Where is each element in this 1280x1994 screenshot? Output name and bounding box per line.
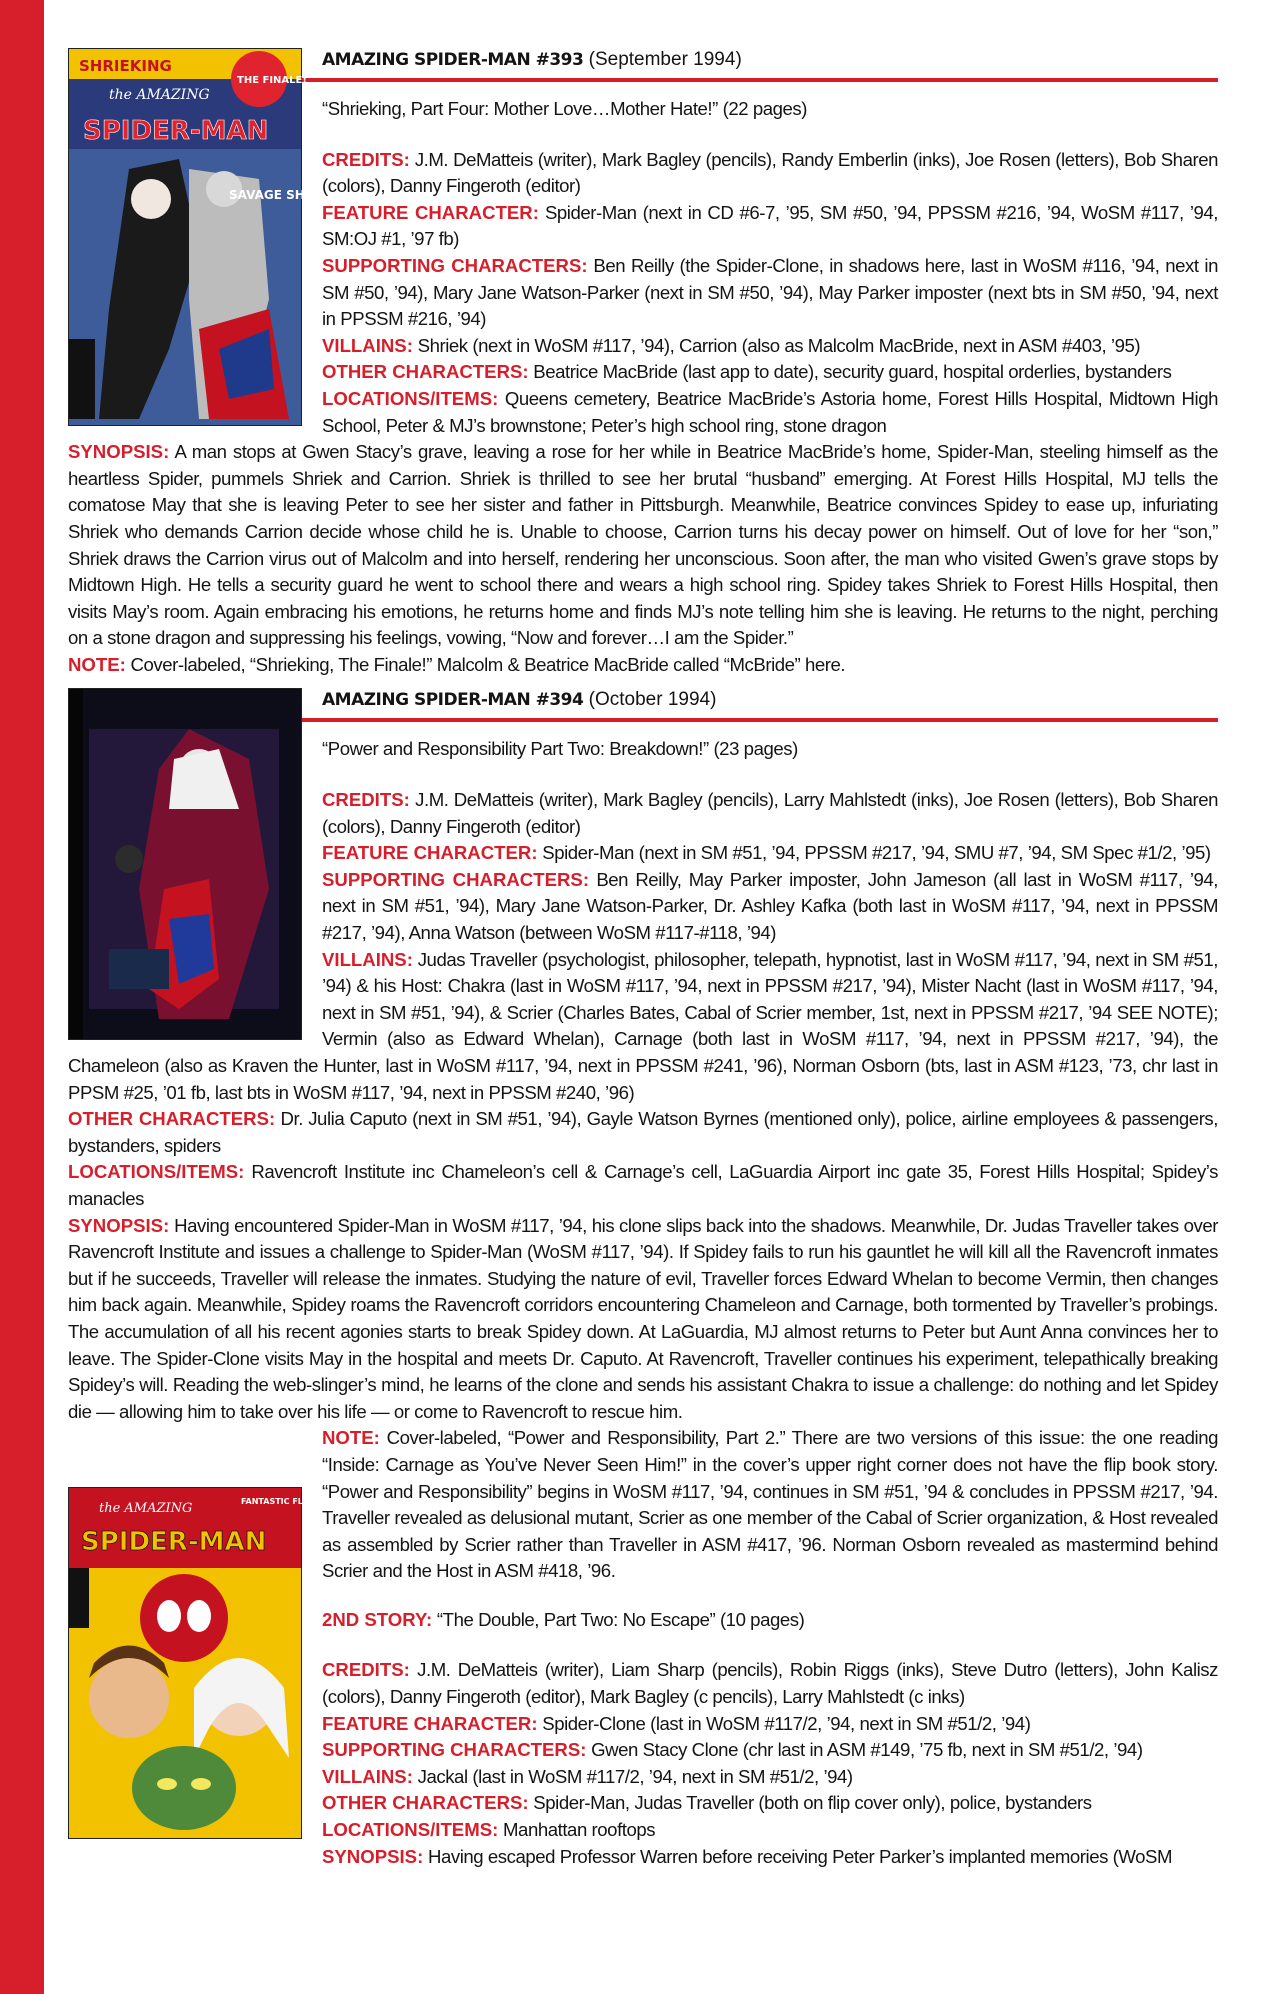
entry-asm-394: [68, 688, 1218, 1870]
issue-title: AMAZING SPIDER-MAN #393: [322, 50, 584, 70]
red-margin-bar: [0, 0, 44, 1994]
issue-title: AMAZING SPIDER-MAN #394: [322, 690, 584, 711]
story-title: “Power and Responsibility Part Two: Breakdown!” (23 pages): [322, 738, 798, 760]
cover-the-amazing-text: the AMAZING: [99, 1501, 193, 1517]
second-story-title: 2ND STORY: “The Double, Part Two: No Escape” (10 pages): [322, 1608, 805, 1630]
field-synopsis-2: SYNOPSIS: Having escaped Professor Warren before receiving Peter Parker’s implanted memories (WoSM: [322, 1845, 1173, 1867]
entry-asm-393: [68, 48, 1218, 678]
field-credits: CREDITS: J.M. DeMatteis (writer), Mark Bagley (pencils), Randy Emberlin (inks), Joe Rosen (letters), Bob Sharen (colors), Danny Fingeroth (editor): [322, 148, 1218, 197]
field-other-characters: OTHER CHARACTERS: Beatrice MacBride (last app to date), security guard, hospital orderlies, bystanders: [322, 361, 1172, 383]
cover-title-text: SPIDER-MAN: [81, 1527, 267, 1558]
field-other-characters: OTHER CHARACTERS: Dr. Julia Caputo (next in SM #51, ’94), Gayle Watson Byrnes (mentioned only), police, airline employees & passengers, bystanders, spiders: [68, 1108, 1218, 1156]
field-locations-items-2: LOCATIONS/ITEMS: Manhattan rooftops: [322, 1819, 656, 1841]
field-note: NOTE: Cover-labeled, “Power and Responsibility, Part 2.” There are two versions of this issue: the one reading “Inside: Carnage as You’ve Never Seen Him!” in the cover’s upper right corner does not have the flip book story. “Power and Responsibility” begins in WoSM #117, ’94, continues in SM #51, ’94 & concludes in PPSSM #217, ’94. Traveller revealed as delusional mutant, Scrier as one member of the Cabal of Scrier organization, & Host revealed as assembled by Scrier rather than Traveller in ASM #417, ’96. Norman Osborn revealed as mastermind behind Scrier and the Host in ASM #418, ’96.: [322, 1427, 1218, 1582]
field-locations-items: LOCATIONS/ITEMS: Ravencroft Institute inc Chameleon’s cell & Carnage’s cell, LaGuardia Airport inc gate 35, Forest Hills Hospital; Spidey’s manacles: [68, 1161, 1218, 1209]
field-synopsis: SYNOPSIS: Having encountered Spider-Man in WoSM #117, ’94, his clone slips back into the shadows. Meanwhile, Dr. Judas Traveller takes over Ravencroft Institute and issues a challenge to Spider-Man (WoSM #117, ’94). If Spidey fails to run his gauntlet he will kill all the Ravencroft inmates but if he succeeds, Traveller will release the inmates. Studying the nature of evil, Traveller forces Edward Whelan to become Vermin, then changes him back again. Meanwhile, Spidey roams the Ravencroft corridors encountering Chameleon and Carnage, both tormented by Traveller’s probings. The accumulation of all his recent agonies starts to break Spidey down. At LaGuardia, MJ almost returns to Peter but Aunt Anna convinces her to leave. The Spider-Clone visits May in the hospital and meets Dr. Caputo. At Ravencroft, Traveller continues his experiment, telepathically breaking Spidey’s will. Reading the web-slinger’s mind, he learns of the clone and sends his assistant Chakra to issue a challenge: do nothing and let Spidey die — allowing him to take over his life — or come to Ravencroft to rescue him.: [68, 1214, 1218, 1422]
issue-date: (September 1994): [588, 49, 742, 70]
cover-finale-text: THE FINALE!: [237, 75, 307, 86]
cover-image-flip-book: [68, 1487, 341, 1839]
issue-date: (October 1994): [588, 689, 717, 711]
field-synopsis: SYNOPSIS: A man stops at Gwen Stacy’s grave, leaving a rose for her while in Beatrice MacBride’s home, Spider-Man, steeling himself as the heartless Spider, pummels Shriek and Carrion. Shriek is thrilled to see her brutal “husband” emerging. At Forest Hills Hospital, MJ tells the comatose May that she is leaving Peter to see her sister and father in Pittsburgh. Meanwhile, Beatrice convinces Spidey to ease up, infuriating Shriek who demands Carrion decide whose child he is. Unable to choose, Carrion turns his decay power on himself. Out of love for her “son,” Shriek draws the Carrion virus out of Malcolm and into herself, rendering her unconscious. Soon after, the man who visited Gwen’s grave stops by Midtown High. He tells a security guard he went to school there and wears a high school ring. Spidey takes Shriek to Forest Hills Hospital, then visits May’s room. Again embracing his emotions, he returns home and finds MJ’s note telling him she is leaving. He returns to the night, perching on a stone dragon and suppressing his feelings, vowing, “Now and forever…I am the Spider.”: [68, 441, 1218, 649]
field-feature-character: FEATURE CHARACTER: Spider-Man (next in CD #6-7, ’95, SM #50, ’94, PPSSM #216, ’94, WoSM #117, ’94, SM:OJ #1, ’97 fb): [322, 201, 1218, 250]
cover-title-text: SPIDER-MAN: [83, 116, 269, 146]
field-locations-items: LOCATIONS/ITEMS: Queens cemetery, Beatrice MacBride’s Astoria home, Forest Hills Hospital, Midtown High School, Peter & MJ’s brownstone; Peter’s high school ring, stone dragon: [322, 387, 1218, 436]
cover-flip-text: FANTASTIC FLIP BOOK: [241, 1497, 341, 1507]
field-feature-character-2: FEATURE CHARACTER: Spider-Clone (last in WoSM #117/2, ’94, next in SM #51/2, ’94): [322, 1712, 1031, 1734]
field-supporting-characters: SUPPORTING CHARACTERS: Ben Reilly (the Spider-Clone, in shadows here, last in WoSM #116, ’94, next in SM #50, ’94), Mary Jane Watson-Parker (next in SM #50, ’94), May Parker imposter (next bts in SM #50, ’94, next in PPSSM #216, ’94): [322, 254, 1219, 330]
cover-the-amazing-text: the AMAZING: [109, 87, 210, 103]
field-villains: VILLAINS: Judas Traveller (psychologist, philosopher, telepath, hypnotist, last in WoSM #117, ’94, next in SM #51, ’94) & his Host: Chakra (last in WoSM #117, ’94, next in PPSSM #217, ’94), Mister Nacht (last in WoSM #117, ’94, next in SM #51, ’94), & Scrier (Charles Bates, Cabal of Scrier member, 1st, next in PPSSM #217, ’94 SEE NOTE); Vermin (also as Edward Whelan), Carnage (both last in WoSM #117, ’94, next in PPSSM #217, ’94), the Chameleon (also as Kraven the Hunter, last in WoSM #117, ’94, next in PPSSM #241, ’96), Norman Osborn (bts, last in ASM #123, ’73, chr last in PPSM #25, ’01 fb, last bts in WoSM #117, ’94, next in PPSSM #240, ’96): [68, 948, 1218, 1103]
field-other-characters-2: OTHER CHARACTERS: Spider-Man, Judas Traveller (both on flip cover only), police, bystanders: [322, 1792, 1092, 1814]
field-villains-2: VILLAINS: Jackal (last in WoSM #117/2, ’94, next in SM #51/2, ’94): [322, 1765, 853, 1787]
story-title: “Shrieking, Part Four: Mother Love…Mother Hate!” (22 pages): [322, 98, 807, 119]
field-supporting-characters: SUPPORTING CHARACTERS: Ben Reilly, May Parker imposter, John Jameson (all last in WoSM #117, ’94, next in SM #51, ’94), Mary Jane Watson-Parker, Dr. Ashley Kafka (both last in WoSM #117, ’94, next in PPSSM #217, ’94), Anna Watson (between WoSM #117-#118, ’94): [322, 868, 1219, 944]
field-credits: CREDITS: J.M. DeMatteis (writer), Mark Bagley (pencils), Larry Mahlstedt (inks), Joe Rosen (letters), Bob Sharen (colors), Danny Fingeroth (editor): [322, 789, 1218, 837]
cover-image-asm-393: [68, 48, 378, 426]
field-note: NOTE: Cover-labeled, “Shrieking, The Finale!” Malcolm & Beatrice MacBride called “McBride” here.: [68, 653, 846, 675]
field-credits-2: CREDITS: J.M. DeMatteis (writer), Liam Sharp (pencils), Robin Riggs (inks), Steve Dutro (letters), John Kalisz (colors), Danny Fingeroth (editor), Mark Bagley (c pencils), Larry Mahlstedt (c inks): [322, 1659, 1218, 1708]
page-content: [68, 48, 1218, 1870]
field-feature-character: FEATURE CHARACTER: Spider-Man (next in SM #51, ’94, PPSSM #217, ’94, SMU #7, ’94, SM Spec #1/2, ’95): [322, 842, 1211, 864]
field-supporting-characters-2: SUPPORTING CHARACTERS: Gwen Stacy Clone (chr last in ASM #149, ’75 fb, next in SM #51/2, ’94): [322, 1739, 1143, 1761]
cover-savage-text: SAVAGE SHOWDOWN!: [229, 188, 378, 202]
field-villains: VILLAINS: Shriek (next in WoSM #117, ’94), Carrion (also as Malcolm MacBride, next in ASM #403, ’95): [322, 334, 1141, 356]
cover-image-asm-394: [68, 688, 302, 1040]
cover-shrieking-text: SHRIEKING: [79, 57, 172, 75]
